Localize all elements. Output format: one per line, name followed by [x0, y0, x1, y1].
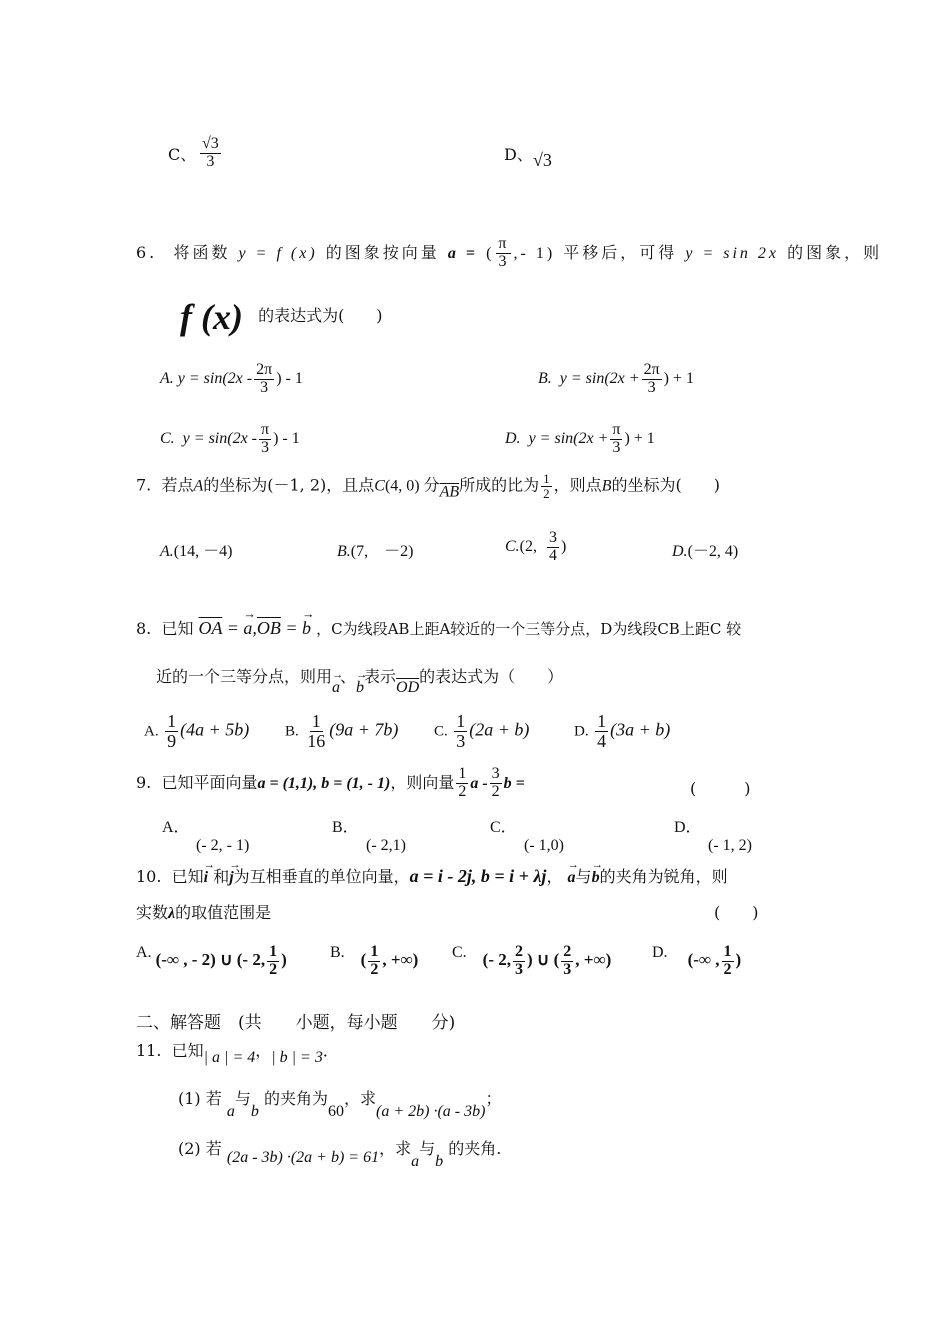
option-label: A．	[162, 819, 190, 836]
stem-text: 所成的比为	[459, 475, 540, 495]
option-label: B．	[332, 819, 359, 836]
option-label: C.	[434, 723, 448, 740]
q6-option-b	[538, 362, 694, 397]
option-value: (－2, 4)	[687, 543, 739, 560]
fraction-numerator: 1	[458, 765, 467, 782]
vector-a: a =	[447, 244, 478, 262]
option-expr: (3a + b)	[610, 719, 671, 740]
target-function: y = sin 2x	[685, 244, 780, 262]
vector-expr: a -	[470, 774, 488, 792]
stem-text: 的坐标为( )	[611, 475, 720, 495]
q10-stem	[136, 864, 728, 887]
q10-option-c	[452, 944, 611, 979]
option-value: (- 2,1)	[366, 837, 406, 854]
section-title: 二、解答题 (共 小题，每小题 分)	[136, 1013, 456, 1033]
vector-b: → b	[592, 869, 600, 887]
stem-text: 近的一个三等分点，则用	[156, 667, 333, 686]
fraction-numerator: 1	[167, 711, 177, 731]
q6-option-d	[505, 422, 655, 457]
fraction-denominator: 3	[647, 378, 656, 396]
q8-option-b	[285, 712, 398, 751]
q10-option-b	[330, 944, 418, 979]
dot-product-expr: (a + 2b) ·(a - 3b)	[376, 1103, 486, 1120]
fraction-denominator: 2	[269, 960, 278, 978]
option-expr: (-∞ , - 2) ∪ (- 2,	[155, 949, 266, 969]
segment-ab: $\overline{AB}$	[439, 483, 460, 501]
stem-text: 的表达式为（ ）	[419, 667, 564, 686]
fraction-denominator: 2	[543, 485, 550, 501]
option-value: (2,	[519, 537, 537, 555]
fraction-numerator: √3	[202, 135, 219, 152]
option-expr: (	[360, 949, 367, 969]
stem-text: 已知	[161, 619, 194, 638]
part-label: (1) 若	[178, 1089, 222, 1108]
option-expr: (- 2,	[482, 949, 511, 969]
fraction-numerator: 1	[456, 711, 466, 731]
stem-text: 为互相垂直的单位向量，	[233, 867, 410, 886]
stem-text: ，求	[379, 1139, 412, 1158]
option-label: D.	[574, 723, 589, 740]
q9-option-d	[674, 814, 752, 855]
option-label: B.	[330, 944, 345, 961]
vector-value: ,- 1)	[513, 244, 556, 262]
fraction-denominator: 3	[563, 960, 572, 978]
equals: =	[226, 618, 239, 638]
fraction-denominator: 2	[723, 960, 732, 978]
option-label: C.	[452, 944, 467, 961]
fraction-numerator: π	[261, 421, 270, 438]
option-expr: y = sin(2x -	[182, 429, 257, 447]
option-expr: , +∞)	[382, 949, 419, 969]
fraction-numerator: 2π	[643, 361, 660, 378]
option-label: A.	[160, 543, 174, 560]
given-vectors: a = (1,1), b = (1, - 1)	[257, 774, 391, 792]
part-label: (2) 若	[178, 1139, 222, 1158]
comma: ,	[252, 618, 257, 638]
stem-text: 的图象按向量	[325, 242, 440, 262]
dot-product-expr: (2a - 3b) ·(2a + b) = 61	[226, 1149, 380, 1166]
pi-fraction	[496, 236, 511, 271]
option-label: D、	[504, 145, 533, 164]
fraction-numerator: 1	[269, 943, 278, 960]
option-expr: ) + 1	[624, 429, 655, 447]
point-a: A	[193, 477, 204, 495]
option-expr: (2a + b)	[469, 719, 530, 740]
option-label: A.	[144, 723, 159, 740]
option-label: D．	[674, 819, 702, 836]
vector-a: → a	[568, 869, 576, 887]
fraction-denominator: 3	[498, 252, 510, 270]
option-expr: )	[281, 949, 287, 969]
q8-option-d	[574, 712, 670, 751]
fraction-numerator: 2	[515, 943, 523, 960]
stem-text: 与	[419, 1139, 436, 1158]
fraction-denominator: 4	[597, 730, 607, 751]
vector-equation	[199, 618, 311, 638]
q9-option-b	[332, 814, 406, 855]
q7-option-a	[160, 538, 232, 561]
stem-text: 若点	[161, 475, 194, 495]
q5-d-value: √3	[533, 150, 552, 170]
option-label: D.	[652, 944, 668, 961]
stem-text: ，求	[343, 1089, 376, 1108]
q11-part2	[178, 1136, 501, 1171]
stem-text: 和	[213, 867, 230, 886]
fraction-numerator: 1	[597, 711, 607, 731]
stem-text: 表示	[364, 667, 397, 686]
option-expr: ) - 1	[273, 429, 300, 447]
vector-od: $\overline{OD}$	[396, 679, 420, 696]
fraction-denominator: 3	[206, 152, 215, 170]
q7-option-c	[505, 530, 566, 565]
option-value: )	[561, 537, 567, 555]
vector-a: a	[411, 1153, 420, 1170]
q10-answer-paren: ( )	[714, 903, 759, 922]
stem-text: 将函数	[173, 242, 231, 262]
option-label: D.	[505, 429, 521, 447]
q8-stem-line2	[156, 664, 563, 697]
vector-a: → a	[243, 618, 252, 639]
q6-option-a	[160, 362, 303, 397]
fraction-denominator: 3	[456, 730, 466, 751]
stem-text: 的表达式为( )	[258, 306, 383, 325]
stem-text: 的图象，则	[787, 242, 883, 262]
option-expr: (4a + 5b)	[180, 719, 250, 740]
question-number: 9.	[136, 772, 152, 792]
fraction-numerator: 2	[563, 943, 572, 960]
q9-option-a	[162, 814, 249, 855]
q10-option-d	[652, 944, 741, 979]
option-expr: y = sin(2x +	[559, 369, 640, 387]
vector-a: → a	[332, 679, 340, 697]
stem-text: ，则点	[553, 475, 602, 495]
vector-ob: $\overline{OB}$	[256, 618, 281, 638]
vector-b: → b	[302, 618, 311, 639]
stem-text: 的坐标为(－1, 2)，且点	[203, 475, 375, 495]
option-expr: ) ∪ (	[527, 949, 560, 969]
lambda-symbol: λ	[168, 905, 176, 922]
q11-stem	[136, 1038, 339, 1067]
stem-text: ，则向量	[390, 772, 455, 792]
option-value: (- 2, - 1)	[196, 837, 250, 854]
stem-text: ，	[546, 867, 563, 886]
option-label: D.	[672, 543, 688, 560]
option-expr: (-∞ ,	[687, 949, 720, 969]
q6-fx-line	[180, 296, 383, 338]
q8-option-a	[144, 712, 249, 751]
option-expr: ) - 1	[276, 369, 303, 387]
option-value: (- 1,0)	[524, 837, 564, 854]
q5-option-d	[504, 142, 533, 165]
q9-answer-paren: ( )	[690, 779, 751, 798]
option-label: B.	[285, 723, 299, 740]
option-label: C、	[168, 145, 197, 164]
paren: (	[486, 244, 495, 262]
vector-j: → j	[229, 869, 233, 887]
vector-b: b	[250, 1103, 259, 1120]
fraction-numerator: π	[498, 235, 510, 252]
stem-text: 平移后，可得	[563, 242, 678, 262]
angle-value: 60	[327, 1103, 344, 1120]
fraction-numerator: 1	[543, 471, 550, 486]
option-label: A.	[136, 944, 152, 961]
vector-a: a	[226, 1103, 235, 1120]
option-label: B.	[538, 369, 552, 387]
vector-expr: b =	[503, 774, 525, 792]
option-label: C.	[160, 429, 175, 447]
condition: | a | = 4	[203, 1049, 256, 1066]
q11-part1	[178, 1086, 501, 1121]
question-number: 11.	[136, 1041, 162, 1060]
fraction-numerator: 2π	[256, 361, 273, 378]
option-value: (- 1, 2)	[708, 837, 752, 854]
q6-option-c	[160, 422, 300, 457]
q10-stem-line2	[136, 900, 271, 923]
stem-text: 已知	[171, 1041, 204, 1060]
fraction-numerator: 1	[723, 943, 732, 960]
q7-option-d	[672, 538, 738, 561]
question-number: 6.	[136, 242, 158, 262]
stem-text: 的夹角为	[263, 1089, 328, 1108]
fraction-denominator: 3	[515, 960, 523, 978]
q9-stem	[136, 766, 525, 801]
fraction-denominator: 3	[612, 438, 621, 456]
q7-stem	[136, 472, 720, 502]
q8-option-c	[434, 712, 529, 751]
option-label: B.	[337, 543, 351, 560]
q8-stem	[136, 616, 741, 639]
fraction-numerator: 1	[311, 711, 321, 731]
stem-text: 的夹角.	[448, 1139, 502, 1158]
option-value: (14, －4)	[173, 543, 233, 560]
option-expr: )	[735, 949, 742, 969]
stem-text: 已知平面向量	[161, 772, 258, 792]
option-expr: , +∞)	[575, 949, 612, 969]
question-number: 10.	[136, 867, 162, 886]
point-c: C	[374, 477, 385, 495]
separator: 、	[340, 667, 357, 686]
option-expr: y = sin(2x -	[177, 369, 253, 387]
fraction-numerator: 3	[549, 529, 557, 546]
fraction-denominator: 3	[260, 378, 269, 396]
option-label: A.	[160, 369, 174, 387]
vector-definitions: a = i - 2j, b = i + λj	[409, 866, 547, 886]
punctuation: ；	[485, 1089, 502, 1108]
fraction-denominator: 16	[307, 730, 326, 751]
vector-b: b	[435, 1153, 444, 1170]
q5-c-fraction	[198, 136, 223, 171]
option-label: C.	[505, 537, 520, 555]
vector-b: → b	[356, 679, 364, 697]
vector-oa: $\overline{OA}$	[198, 618, 223, 638]
vector-i: → i	[204, 869, 208, 887]
fraction-numerator: 1	[370, 943, 379, 960]
fraction-denominator: 2	[370, 960, 379, 978]
condition: | b | = 3	[271, 1049, 323, 1066]
q6-stem	[136, 236, 882, 271]
fraction-denominator: 2	[458, 782, 467, 800]
stem-text: 的夹角为锐角，则	[599, 867, 728, 886]
function-expr: y = f (x)	[238, 244, 318, 262]
equals: =	[285, 618, 298, 638]
option-expr: y = sin(2x +	[528, 429, 609, 447]
q10-option-a	[136, 944, 287, 979]
stem-text: (4, 0) 分	[384, 477, 440, 495]
fraction-numerator: π	[612, 421, 621, 438]
option-expr: (9a + 7b)	[329, 719, 399, 740]
q5-option-c	[168, 142, 196, 165]
stem-text: ，C为线段AB上距A较近的一个三等分点，D为线段CB上距C 较	[316, 620, 742, 638]
stem-text: 的取值范围是	[175, 903, 272, 922]
option-label: C．	[490, 819, 517, 836]
option-expr: ) + 1	[663, 369, 695, 387]
fraction-denominator: 9	[167, 730, 177, 751]
separator: ，	[255, 1041, 272, 1060]
option-value: (7, －2)	[350, 543, 414, 560]
period: ．	[322, 1041, 339, 1060]
q7-option-b	[337, 538, 413, 561]
stem-text: 实数	[136, 903, 169, 922]
fraction-numerator: 3	[491, 765, 500, 782]
stem-text: 与	[234, 1089, 251, 1108]
stem-text: 与	[575, 867, 592, 886]
fx-large: f (x)	[180, 297, 243, 337]
fraction-denominator: 2	[491, 782, 500, 800]
fraction-denominator: 3	[261, 438, 270, 456]
stem-text: 已知	[171, 867, 204, 886]
question-number: 8.	[136, 619, 152, 638]
fraction-denominator: 4	[549, 546, 557, 564]
point-b: B	[601, 477, 612, 495]
q9-option-c	[490, 814, 564, 855]
question-number: 7.	[136, 475, 152, 495]
